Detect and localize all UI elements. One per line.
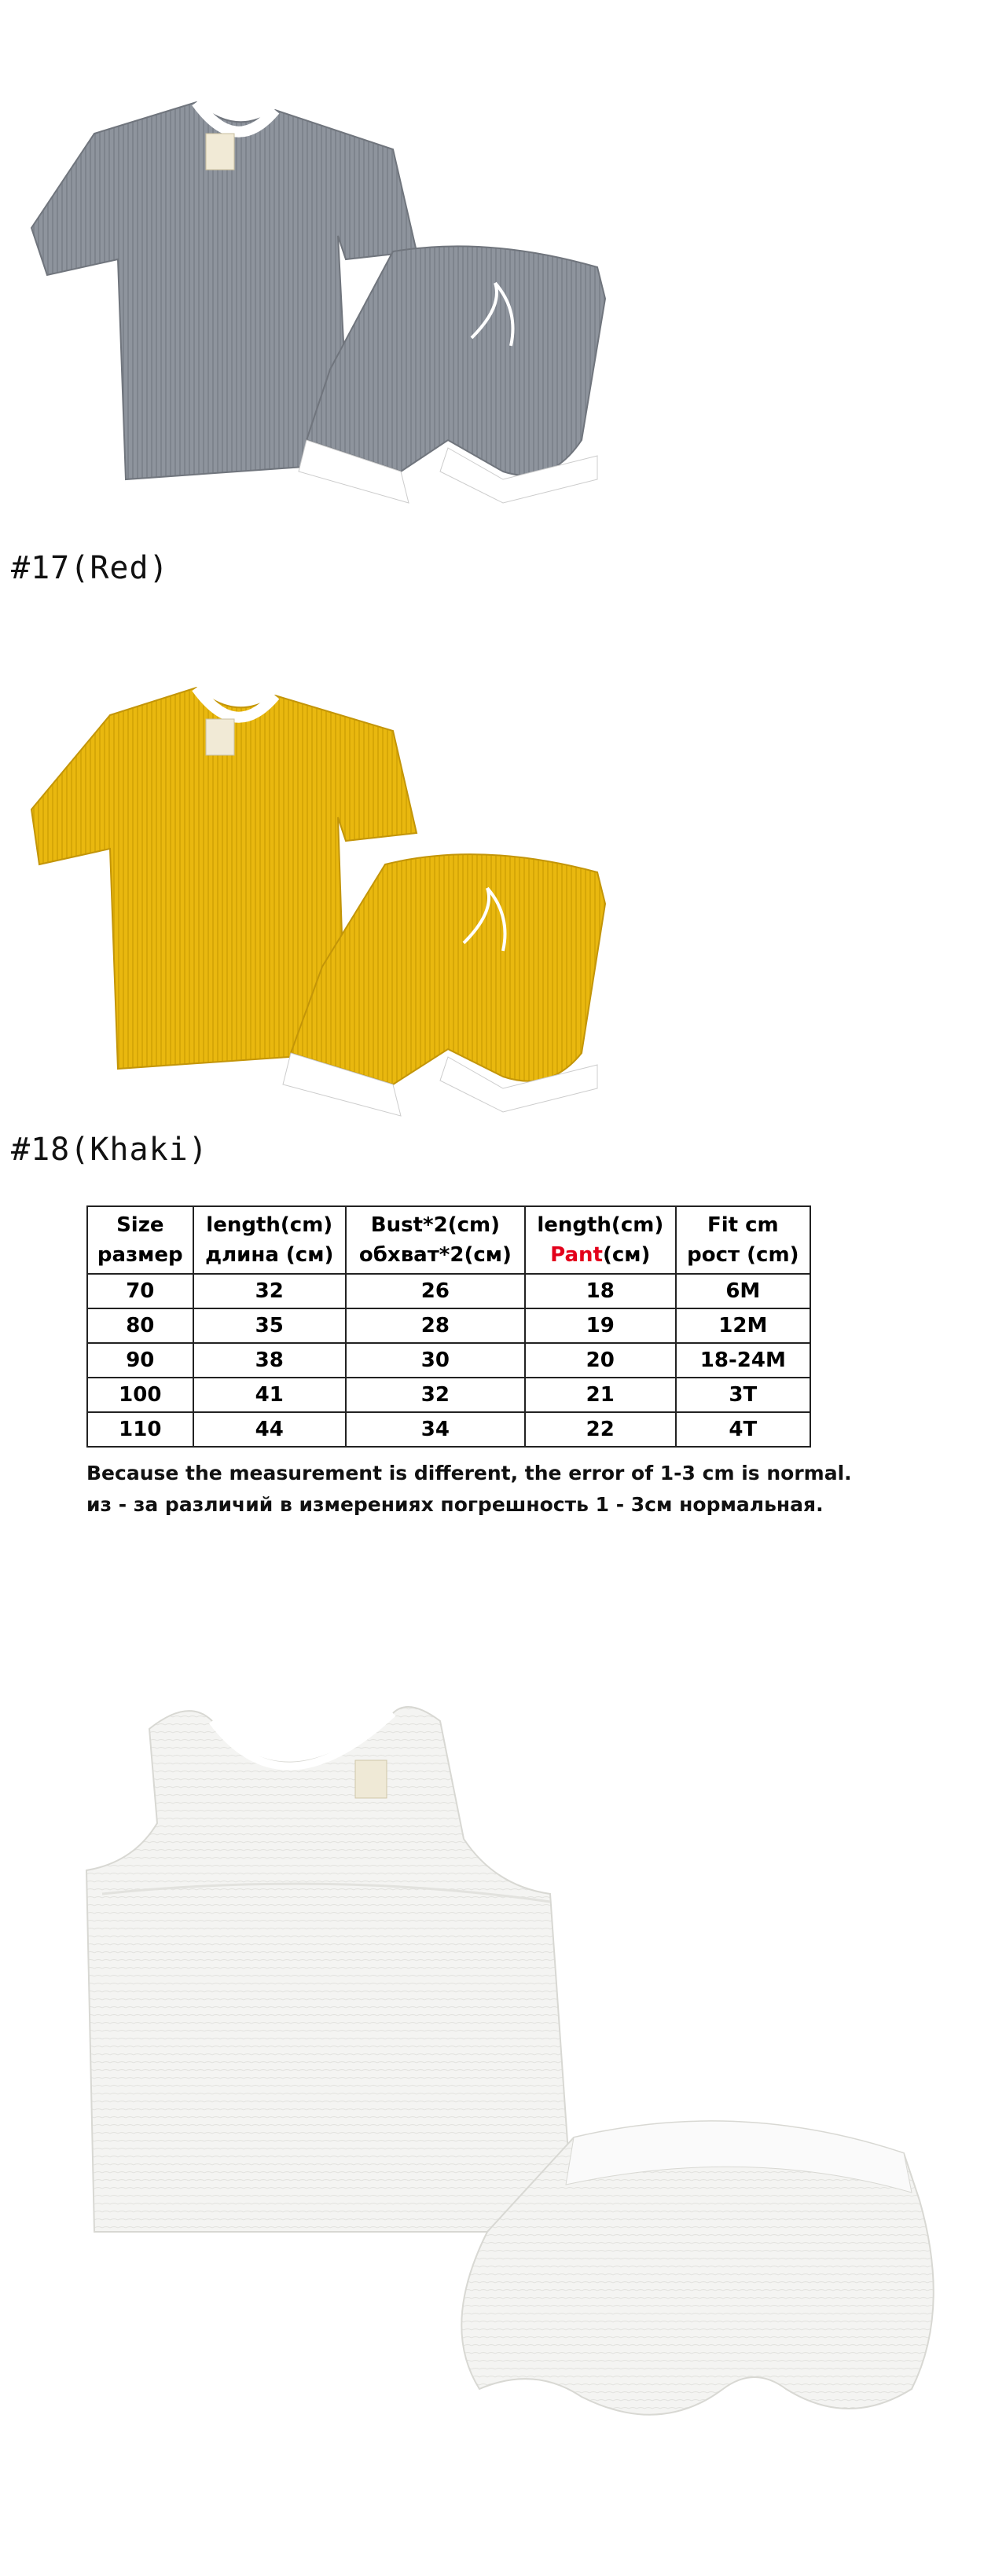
cell-bust: 28	[346, 1308, 525, 1343]
header-size: Size размер	[87, 1206, 193, 1274]
table-row	[87, 1308, 810, 1343]
cell-size: 100	[87, 1378, 193, 1412]
cell-top-length: 32	[193, 1274, 346, 1308]
cell-bust: 34	[346, 1412, 525, 1447]
header-pant-length: length(cm) Pant(см)	[525, 1206, 676, 1274]
table-row	[87, 1412, 810, 1447]
cell-pant-length: 20	[525, 1343, 676, 1378]
cell-fit: 3T	[676, 1378, 810, 1412]
size-chart-table	[86, 1205, 811, 1448]
yellow-outfit-image	[0, 613, 1006, 1132]
cell-pant-length: 19	[525, 1308, 676, 1343]
cell-top-length: 44	[193, 1412, 346, 1447]
measurement-note-en: Because the measurement is different, the error of 1-3 cm is normal.	[86, 1462, 852, 1484]
caption-item18: #18(Khaki)	[11, 1132, 208, 1168]
cell-top-length: 38	[193, 1343, 346, 1378]
cell-size: 110	[87, 1412, 193, 1447]
table-row	[87, 1378, 810, 1412]
cell-pant-length: 22	[525, 1412, 676, 1447]
table-header-row	[87, 1206, 810, 1274]
cell-fit: 18-24M	[676, 1343, 810, 1378]
caption-item17: #17(Red)	[11, 550, 169, 586]
cell-fit: 4T	[676, 1412, 810, 1447]
header-fit: Fit cm рост (cm)	[676, 1206, 810, 1274]
cell-size: 80	[87, 1308, 193, 1343]
cell-size: 90	[87, 1343, 193, 1378]
grey-outfit-image	[0, 0, 1006, 534]
cell-fit: 12M	[676, 1308, 810, 1343]
header-top-length: length(cm) длина (см)	[193, 1206, 346, 1274]
cell-top-length: 41	[193, 1378, 346, 1412]
cell-fit: 6M	[676, 1274, 810, 1308]
cell-bust: 32	[346, 1378, 525, 1412]
table-row	[87, 1274, 810, 1308]
cell-bust: 26	[346, 1274, 525, 1308]
cell-top-length: 35	[193, 1308, 346, 1343]
cell-bust: 30	[346, 1343, 525, 1378]
table-row	[87, 1343, 810, 1378]
white-outfit-image	[0, 1635, 1006, 2576]
cell-pant-length: 21	[525, 1378, 676, 1412]
cell-size: 70	[87, 1274, 193, 1308]
cell-pant-length: 18	[525, 1274, 676, 1308]
header-bust: Bust*2(cm) обхват*2(см)	[346, 1206, 525, 1274]
measurement-note-ru: из - за различий в измерениях погрешность 1 - 3см нормальная.	[86, 1493, 824, 1516]
pant-label: Pant	[550, 1243, 603, 1267]
